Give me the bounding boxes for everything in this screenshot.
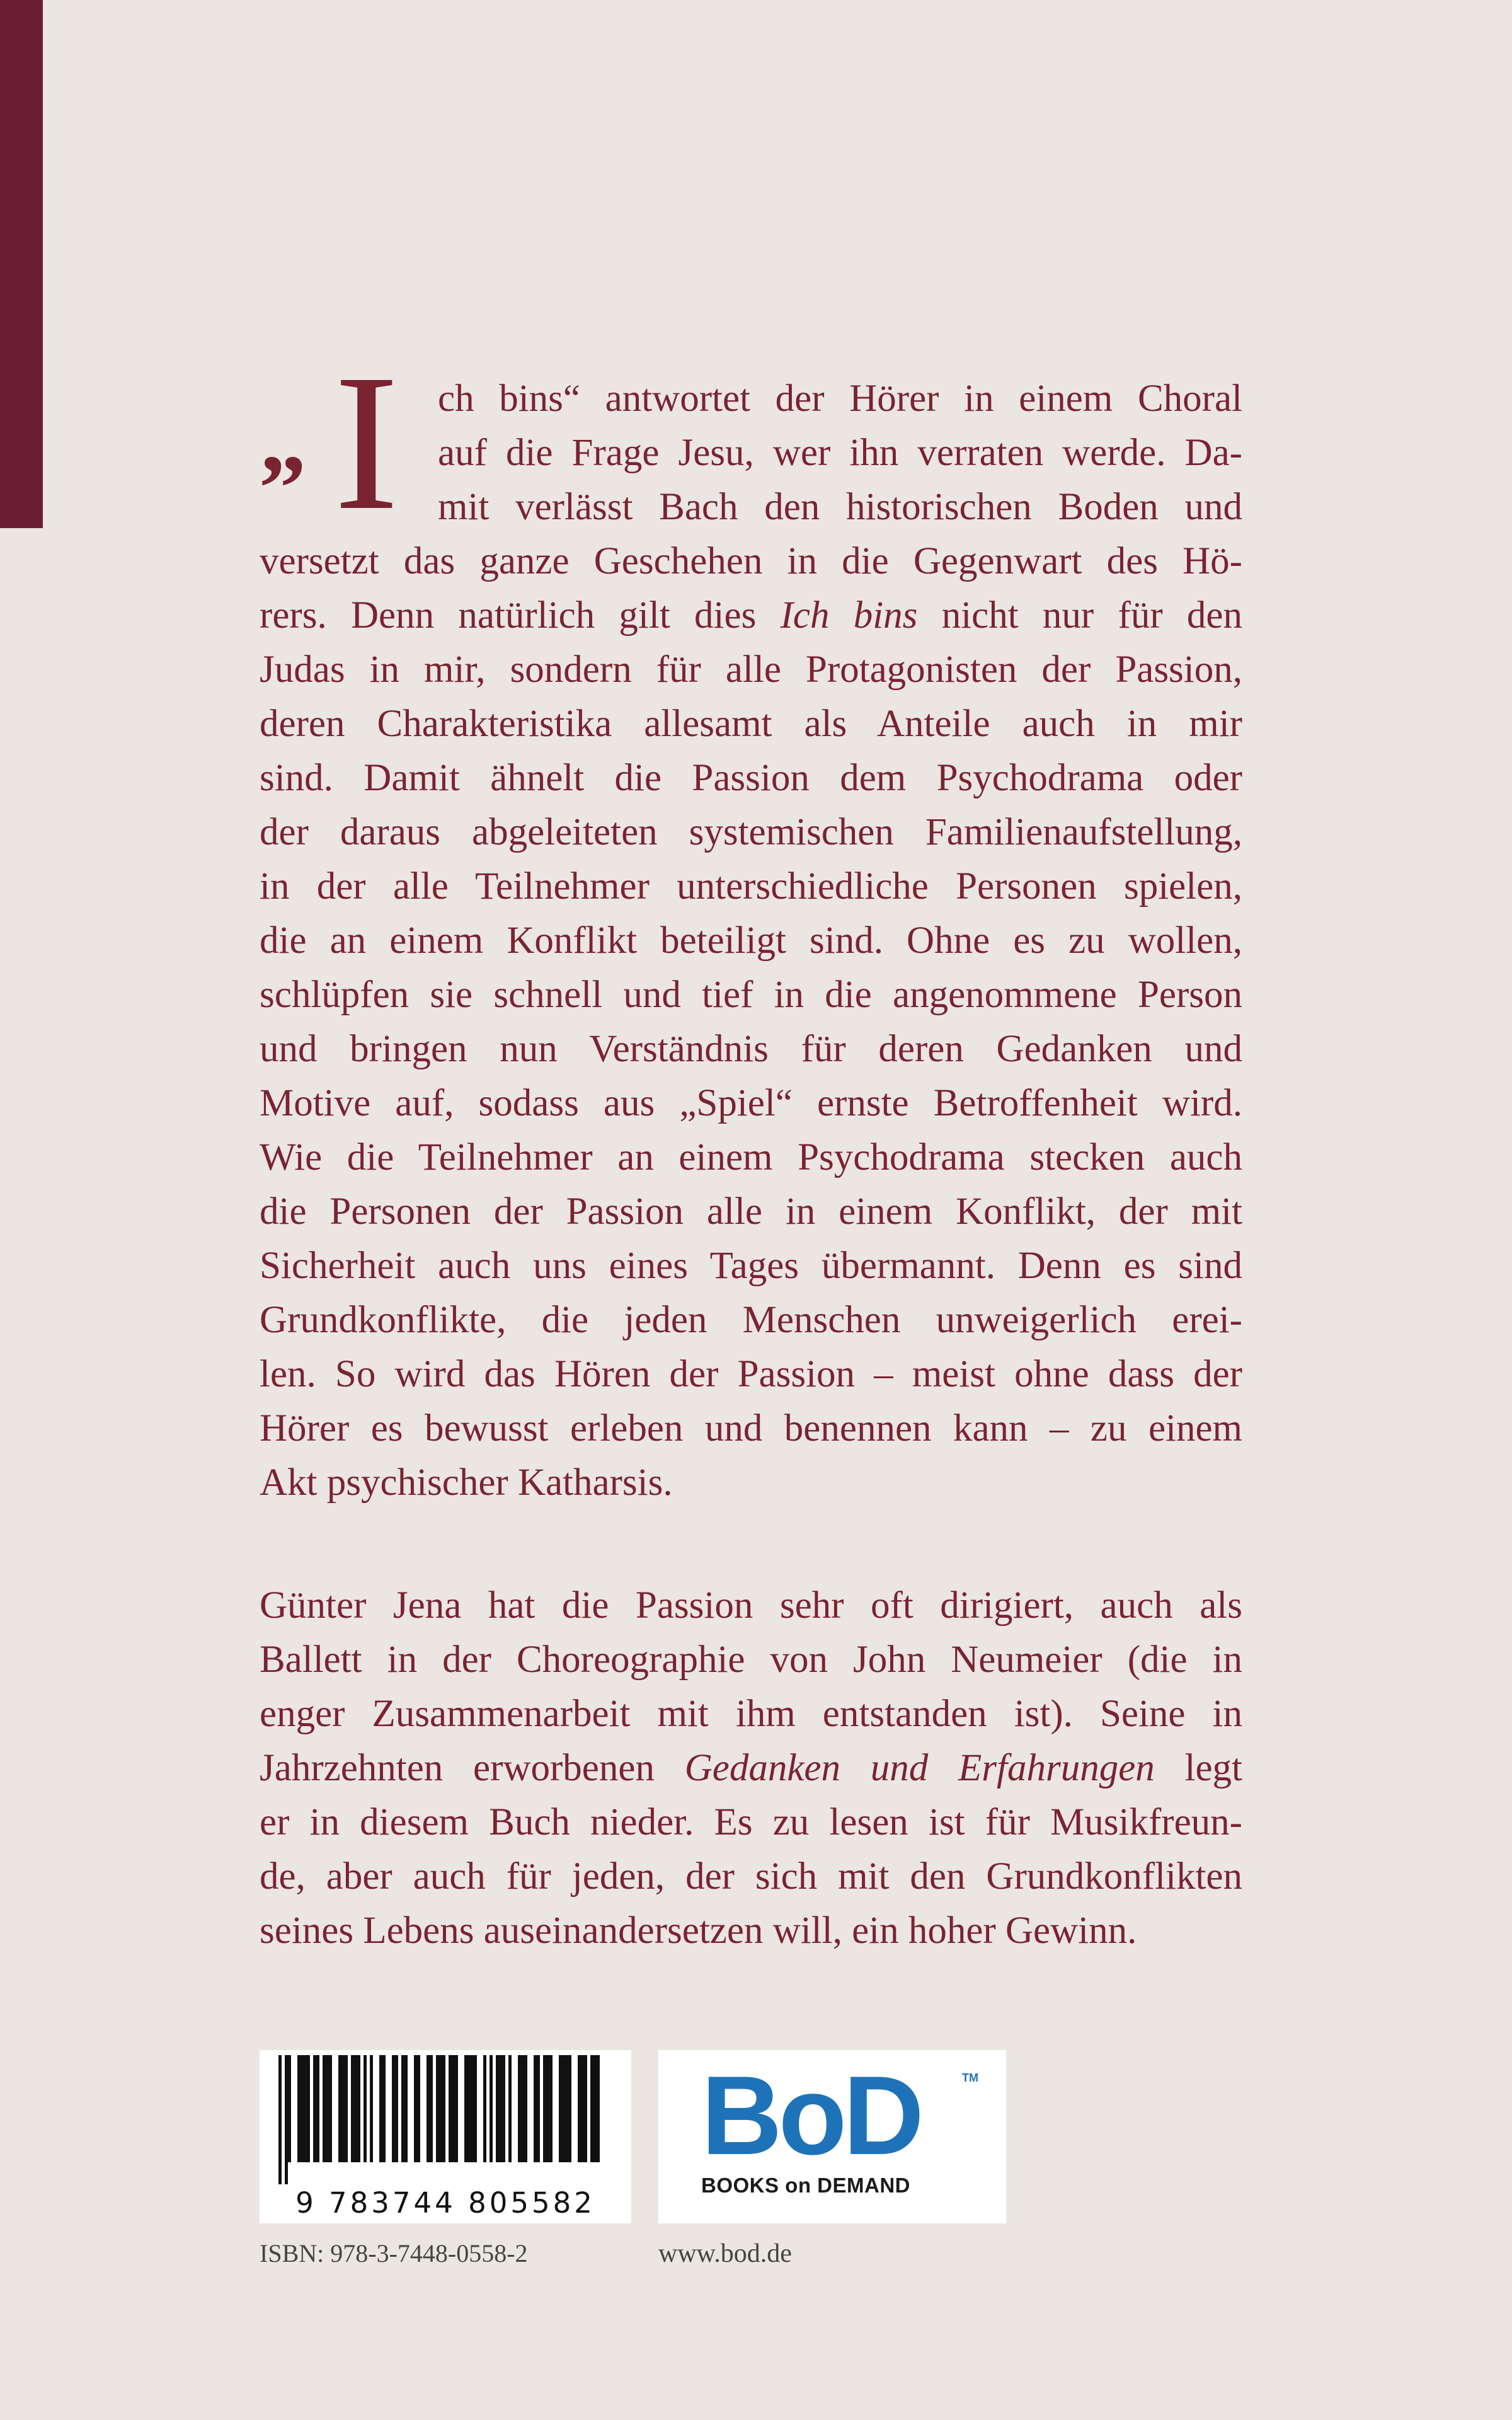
text-line: Sicherheit auch uns eines Tages übermannt. Denn es sind bbox=[260, 1245, 1242, 1287]
barcode-bar bbox=[436, 2055, 445, 2162]
barcode-bar bbox=[490, 2055, 493, 2162]
text-line: schlüpfen sie schnell und tief in die angenommene Person bbox=[260, 974, 1242, 1016]
text-line: ch bins“ antwortet der Hörer in einem Choral bbox=[438, 377, 1242, 420]
barcode-bar bbox=[543, 2055, 553, 2162]
blurb-paragraph-1 bbox=[260, 372, 1242, 1538]
barcode-bar bbox=[297, 2055, 310, 2162]
text-line: der daraus abgeleiteten systemischen Familienaufstellung, bbox=[260, 811, 1242, 853]
text-line: sind. Damit ähnelt die Passion dem Psychodrama oder bbox=[260, 757, 1242, 799]
text-line bbox=[260, 589, 1242, 643]
barcode-bar bbox=[338, 2055, 348, 2162]
barcode-bar bbox=[464, 2055, 477, 2162]
bod-logo-mark: BoD bbox=[701, 2053, 920, 2178]
barcode-bar bbox=[496, 2055, 505, 2162]
text-line: er in diesem Buch nieder. Es zu lesen ist für Musikfreun- bbox=[260, 1801, 1242, 1843]
publisher-logo bbox=[658, 2050, 1006, 2223]
text-line: mit verlässt Bach den historischen Boden und bbox=[438, 486, 1242, 528]
text-line: versetzt das ganze Geschehen in die Gegenwart des Hö- bbox=[260, 540, 1242, 582]
barcode-bar bbox=[449, 2055, 458, 2162]
spine-color-bar bbox=[0, 0, 43, 528]
barcode-bar bbox=[427, 2055, 433, 2162]
text-line: len. So wird das Hören der Passion – meist ohne dass der bbox=[260, 1353, 1242, 1395]
barcode-bar bbox=[559, 2055, 571, 2162]
barcode-bar bbox=[508, 2055, 512, 2162]
text-line: Ballett in der Choreographie von John Neumeier (die in bbox=[260, 1639, 1242, 1681]
barcode-bar bbox=[590, 2055, 600, 2162]
text-run: Jahrzehnten erworbenen bbox=[260, 1747, 685, 1789]
text-line: Wie die Teilnehmer an einem Psychodrama stecken auch bbox=[260, 1136, 1242, 1178]
barcode-bar bbox=[414, 2055, 420, 2162]
barcode-bars bbox=[278, 2055, 612, 2184]
trademark-symbol: TM bbox=[962, 2071, 978, 2084]
barcode-bar bbox=[370, 2055, 373, 2162]
text-line: de, aber auch für jeden, der sich mit den Grundkonflikten bbox=[260, 1855, 1242, 1898]
text-line: Grundkonflikte, die jeden Menschen unweigerlich erei- bbox=[260, 1299, 1242, 1341]
text-line: die Personen der Passion alle in einem Konflikt, der mit bbox=[260, 1190, 1242, 1233]
barcode-digits: 9 783744 805582 bbox=[295, 2186, 595, 2220]
text-line: die an einem Konflikt beteiligt sind. Ohne es zu wollen, bbox=[260, 919, 1242, 962]
italic-title: Ich bins bbox=[780, 594, 918, 637]
text-line bbox=[260, 1741, 1242, 1795]
barcode-bar bbox=[323, 2055, 332, 2162]
publisher-tagline: BOOKS on DEMAND bbox=[701, 2174, 910, 2197]
barcode-bar bbox=[379, 2055, 386, 2162]
text-line: enger Zusammenarbeit mit ihm entstanden ist). Seine in bbox=[260, 1693, 1242, 1735]
text-run: nicht nur für den bbox=[917, 594, 1242, 637]
barcode-bar bbox=[364, 2055, 367, 2162]
barcode-bar bbox=[534, 2055, 540, 2162]
text-line: Hörer es bewusst erleben und benennen kann – zu einem bbox=[260, 1407, 1242, 1449]
barcode-bar bbox=[351, 2055, 360, 2162]
blurb-paragraph-2 bbox=[260, 1579, 1242, 2001]
text-line: seines Lebens auseinandersetzen will, ein hoher Gewinn. bbox=[260, 1910, 1137, 1952]
barcode-bar bbox=[401, 2055, 408, 2162]
barcode-bar bbox=[518, 2055, 527, 2162]
barcode-bar bbox=[578, 2055, 587, 2162]
barcode-bar bbox=[288, 2055, 291, 2162]
text-line: auf die Frage Jesu, wer ihn verraten werde. Da- bbox=[438, 432, 1242, 474]
barcode-guard-bar bbox=[285, 2055, 288, 2184]
drop-cap-quote: „ bbox=[260, 387, 307, 492]
text-line: Motive auf, sodass aus „Spiel“ ernste Betroffenheit wird. bbox=[260, 1082, 1242, 1124]
text-line: Judas in mir, sondern für alle Protagonisten der Passion, bbox=[260, 648, 1242, 691]
publisher-website: www.bod.de bbox=[658, 2239, 792, 2268]
barcode-bar bbox=[313, 2055, 319, 2162]
text-line: Akt psychischer Katharsis. bbox=[260, 1461, 673, 1504]
barcode-guard-bar bbox=[278, 2055, 282, 2184]
drop-cap-letter: I bbox=[334, 335, 399, 551]
text-line: und bringen nun Verständnis für deren Gedanken und bbox=[260, 1028, 1242, 1070]
text-run: legt bbox=[1154, 1747, 1242, 1789]
text-run: rers. Denn natürlich gilt dies bbox=[260, 594, 781, 637]
barcode-bar bbox=[483, 2055, 486, 2162]
isbn-text: ISBN: 978-3-7448-0558-2 bbox=[260, 2239, 528, 2267]
text-line: Günter Jena hat die Passion sehr oft dirigiert, auch als bbox=[260, 1584, 1242, 1627]
text-line: in der alle Teilnehmer unterschiedliche Personen spielen, bbox=[260, 865, 1242, 908]
barcode bbox=[260, 2050, 631, 2223]
text-line: deren Charakteristika allesamt als Anteile auch in mir bbox=[260, 703, 1242, 745]
italic-phrase: Gedanken und Erfahrungen bbox=[684, 1747, 1155, 1789]
barcode-bar bbox=[392, 2055, 398, 2162]
